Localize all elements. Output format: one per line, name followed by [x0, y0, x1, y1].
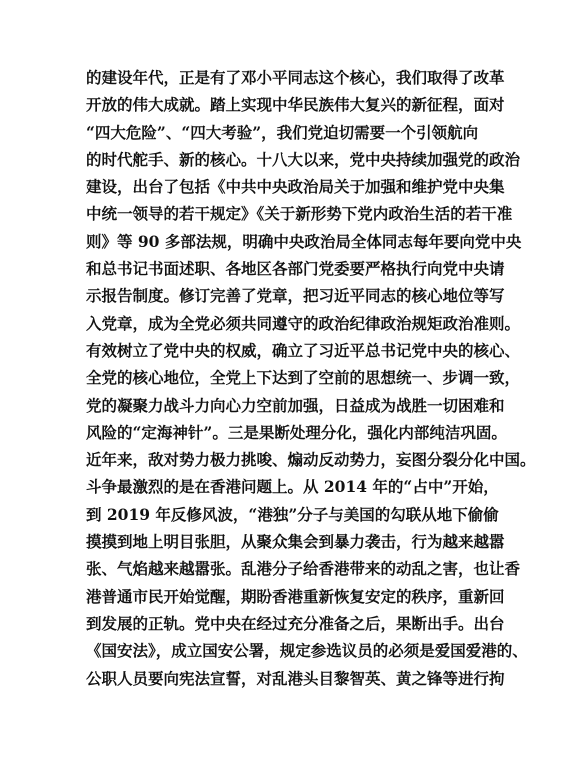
text-line: 党的凝聚力战斗力向心力空前加强，日益成为战胜一切困难和 — [86, 395, 505, 415]
text-line: 则》等 90 多部法规，明确中央政治局全体同志每年要向党中央 — [86, 231, 522, 251]
text-line: 近年来，敌对势力极力挑唆、煽动反动势力，妄图分裂分化中国。 — [86, 450, 536, 470]
text-line: 有效树立了党中央的权威，确立了习近平总书记党中央的核心、 — [86, 340, 521, 360]
text-line: 中统一领导的若干规定》《关于新形势下党内政治生活的若干准 — [86, 204, 513, 224]
text-line: 建设，出台了包括《中共中央政治局关于加强和维护党中央集 — [86, 177, 505, 197]
text-line: 《国安法》，成立国安公署，规定参选议员的必须是爱国爱港的、 — [86, 641, 528, 661]
text-line: 和总书记书面述职、各地区各部门党委要严格执行向党中央请 — [86, 259, 505, 279]
text-line: 的时代舵手、新的核心。十八大以来，党中央持续加强党的政治 — [86, 149, 521, 169]
text-line: “四大危险”、“四大考验”，我们党迫切需要一个引领航向 — [86, 122, 479, 142]
text-line: 示报告制度。修订完善了党章，把习近平同志的核心地位等写 — [86, 286, 505, 306]
text-line: 到 2019 年反修风波，“港独”分子与美国的勾联从地下偷偷 — [86, 504, 499, 524]
text-line: 风险的“定海神针”。三是果断处理分化，强化内部纯洁巩固。 — [86, 422, 507, 442]
text-line: 张、气焰越来越嚣张。乱港分子给香港带来的动乱之害，也让香 — [86, 559, 521, 579]
text-line: 开放的伟大成就。踏上实现中华民族伟大复兴的新征程，面对 — [86, 95, 505, 115]
text-line: 港普通市民开始觉醒，期盼香港重新恢复安定的秩序，重新回 — [86, 586, 505, 606]
text-line: 全党的核心地位，全党上下达到了空前的思想统一、步调一致， — [86, 368, 521, 388]
text-line: 公职人员要向宪法宣誓，对乱港头目黎智英、黄之锋等进行拘 — [86, 668, 505, 688]
text-line: 的建设年代，正是有了邓小平同志这个核心，我们取得了改革 — [86, 68, 505, 87]
body-text — [86, 64, 536, 692]
text-line: 斗争最激烈的是在香港问题上。从 2014 年的“占中”开始， — [86, 477, 499, 497]
text-line: 入党章，成为全党必须共同遵守的政治纪律政治规矩政治准则。 — [86, 313, 521, 333]
text-line: 到发展的正轨。党中央在经过充分准备之后，果断出手。出台 — [86, 613, 505, 633]
text-line: 摸摸到地上明目张胆，从聚众集会到暴力袭击，行为越来越嚣 — [86, 532, 505, 552]
